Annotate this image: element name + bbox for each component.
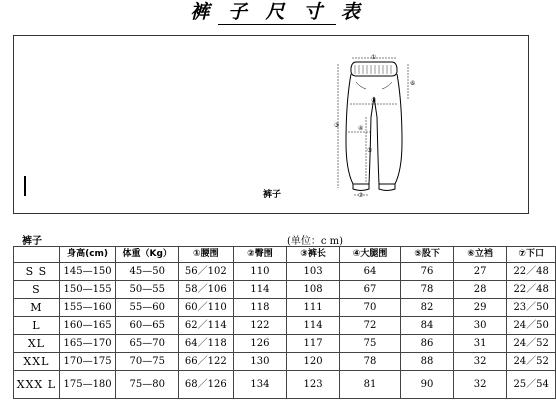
- table-cell: 110: [233, 263, 287, 281]
- header-cell: ④大腿围: [339, 247, 400, 263]
- table-cell: 122: [233, 317, 287, 335]
- table-cell: 64: [339, 263, 400, 281]
- trouser-legs-outline: [346, 74, 402, 184]
- size-cell: S S: [14, 263, 60, 281]
- table-cell: 30: [453, 317, 507, 335]
- table-cell: 31: [453, 335, 507, 353]
- table-cell: 120: [287, 353, 340, 371]
- header-cell: ⑥立裆: [453, 247, 507, 263]
- table-cell: 70—75: [116, 353, 179, 371]
- waistband-shape: [351, 62, 397, 76]
- title-underline: [218, 24, 336, 25]
- size-cell: S: [14, 281, 60, 299]
- table-cell: 24／52: [507, 353, 556, 371]
- marker-3: ③: [334, 122, 340, 129]
- table-row: [14, 353, 556, 371]
- table-cell: 130: [233, 353, 287, 371]
- table-cell: 67: [339, 281, 400, 299]
- table-cell: 60—65: [116, 317, 179, 335]
- size-cell: XXL: [14, 353, 60, 371]
- table-cell: 60／110: [179, 299, 234, 317]
- table-cell: 103: [287, 263, 340, 281]
- table-row: [14, 335, 556, 353]
- table-cell: 175—180: [59, 371, 116, 399]
- table-row: [14, 281, 556, 299]
- header-cell: ①腰围: [179, 247, 234, 263]
- size-cell: XXX L: [14, 371, 60, 399]
- header-cell: [14, 247, 60, 263]
- table-cell: 68／126: [179, 371, 234, 399]
- table-cell: 56／102: [179, 263, 234, 281]
- table-cell: 90: [401, 371, 454, 399]
- marker-4: ④: [358, 125, 364, 132]
- table-cell: 45—50: [116, 263, 179, 281]
- header-cell: 体重（Kg）: [116, 247, 179, 263]
- table-cell: 170—175: [59, 353, 116, 371]
- table-row: [14, 263, 556, 281]
- unit-label: (单位：c m): [287, 236, 344, 247]
- table-cell: 86: [401, 335, 454, 353]
- table-cell: 117: [287, 335, 340, 353]
- table-cell: 72: [339, 317, 400, 335]
- trousers-diagram: [326, 52, 426, 197]
- table-cell: 81: [339, 371, 400, 399]
- table-cell: 27: [453, 263, 507, 281]
- table-cell: 82: [401, 299, 454, 317]
- size-cell: M: [14, 299, 60, 317]
- table-cell: 70: [339, 299, 400, 317]
- marker-7: ⑦: [358, 192, 364, 197]
- table-header-row: [14, 247, 556, 263]
- table-cell: 108: [287, 281, 340, 299]
- table-cell: 123: [287, 371, 340, 399]
- table-cell: 75: [339, 335, 400, 353]
- header-cell: 身高(cm): [59, 247, 116, 263]
- table-cell: 160—165: [59, 317, 116, 335]
- table-cell: 58／106: [179, 281, 234, 299]
- table-cell: 126: [233, 335, 287, 353]
- table-cell: 55—60: [116, 299, 179, 317]
- table-cell: 23／50: [507, 299, 556, 317]
- table-cell: 118: [233, 299, 287, 317]
- table-cell: 32: [453, 353, 507, 371]
- table-cell: 114: [233, 281, 287, 299]
- table-cell: 111: [287, 299, 340, 317]
- table-cell: 32: [453, 371, 507, 399]
- table-cell: 114: [287, 317, 340, 335]
- table-cell: 88: [401, 353, 454, 371]
- table-cell: 24／50: [507, 317, 556, 335]
- table-row: [14, 299, 556, 317]
- size-cell: L: [14, 317, 60, 335]
- table-cell: 65—70: [116, 335, 179, 353]
- table-cell: 75—80: [116, 371, 179, 399]
- table-cell: 22／48: [507, 263, 556, 281]
- table-cell: 150—155: [59, 281, 116, 299]
- header-cell: ②臀围: [233, 247, 287, 263]
- table-label: 裤子: [22, 236, 42, 247]
- header-cell: ⑤股下: [401, 247, 454, 263]
- marker-2: ②: [371, 97, 377, 104]
- table-cell: 62／114: [179, 317, 234, 335]
- garment-figure-box: [13, 35, 529, 214]
- table-cell: 76: [401, 263, 454, 281]
- table-cell: 155—160: [59, 299, 116, 317]
- figure-caption: 裤子: [262, 190, 281, 200]
- marker-5: ⑤: [367, 147, 373, 154]
- size-chart-table: [13, 246, 556, 399]
- table-cell: 134: [233, 371, 287, 399]
- marker-6: ⑥: [410, 80, 416, 87]
- table-cell: 78: [401, 281, 454, 299]
- table-cell: 165—170: [59, 335, 116, 353]
- table-cell: 50—55: [116, 281, 179, 299]
- page-title: 裤 子 尺 寸 表: [190, 1, 366, 23]
- table-cell: 84: [401, 317, 454, 335]
- size-cell: XL: [14, 335, 60, 353]
- table-cell: 22／48: [507, 281, 556, 299]
- header-cell: ③裤长: [287, 247, 340, 263]
- table-cell: 145—150: [59, 263, 116, 281]
- header-cell: ⑦下口: [507, 247, 556, 263]
- table-cell: 28: [453, 281, 507, 299]
- table-cell: 29: [453, 299, 507, 317]
- table-cell: 25／54: [507, 371, 556, 399]
- table-cell: 78: [339, 353, 400, 371]
- table-row: [14, 371, 556, 399]
- table-cell: 66／122: [179, 353, 234, 371]
- marker-1: ①: [371, 54, 377, 61]
- table-row: [14, 317, 556, 335]
- table-cell: 24／52: [507, 335, 556, 353]
- table-cell: 64／118: [179, 335, 234, 353]
